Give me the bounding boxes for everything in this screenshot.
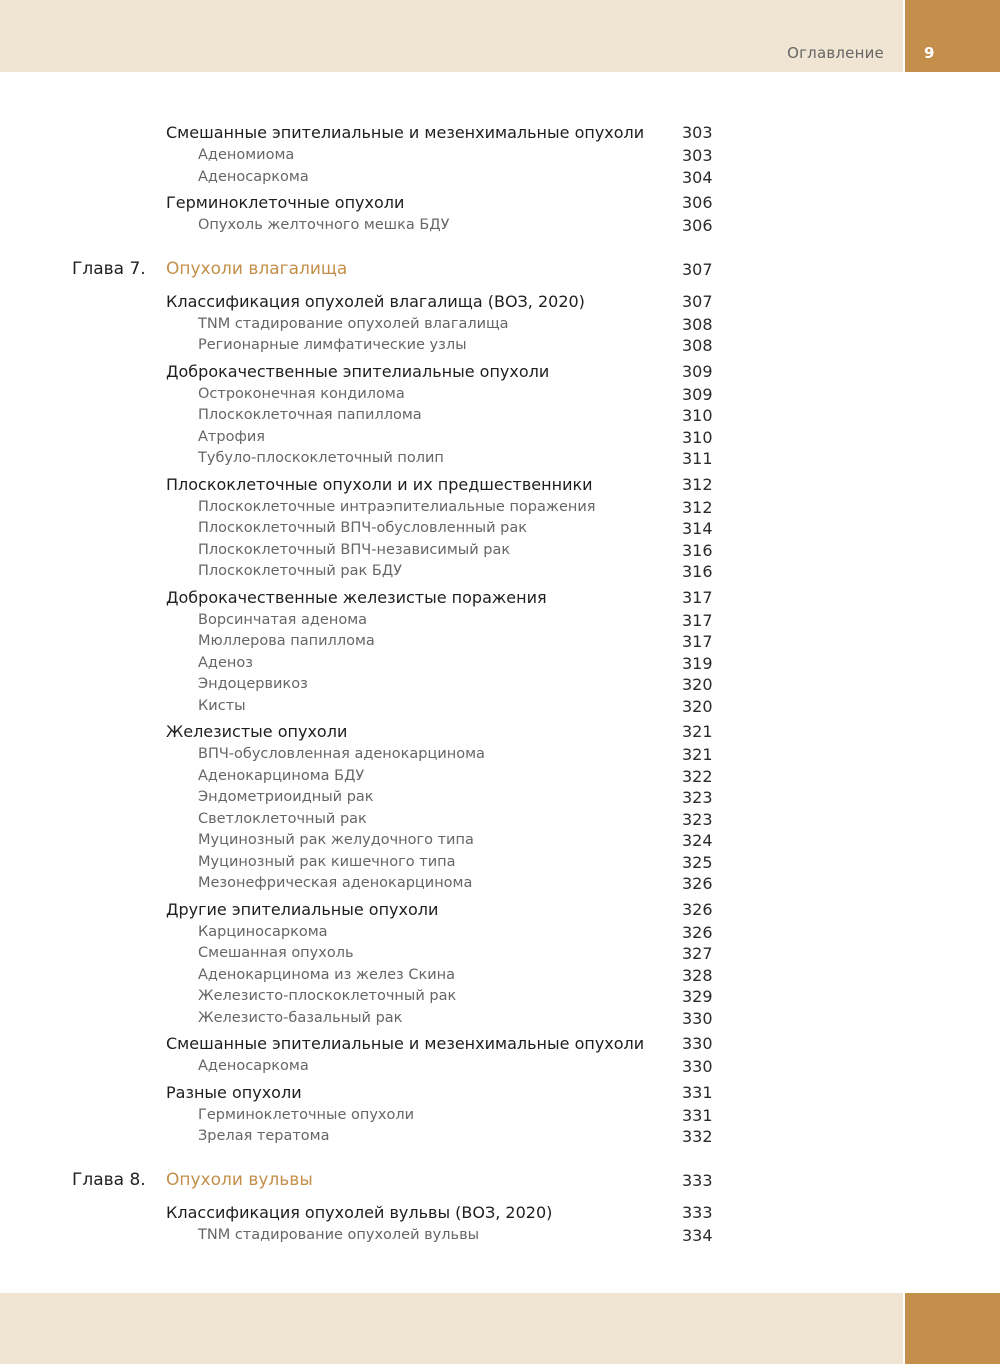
toc-section-entry[interactable] bbox=[0, 587, 1000, 610]
toc-entry-title: Остроконечная кондилома bbox=[198, 385, 405, 402]
toc-entry-title: Регионарные лимфатические узлы bbox=[198, 337, 467, 353]
toc-entry-title: Опухоли вульвы bbox=[166, 1169, 313, 1190]
toc-subsection-entry[interactable] bbox=[0, 965, 1000, 987]
toc-entry-title: Ворсинчатая аденома bbox=[198, 611, 368, 628]
toc-subsection-entry[interactable] bbox=[0, 215, 1000, 237]
toc-subsection-entry[interactable] bbox=[0, 674, 1000, 696]
toc-entry-page: 316 bbox=[682, 562, 713, 581]
toc-entry-page: 303 bbox=[682, 123, 713, 142]
toc-entry-title: Эндометриоидный рак bbox=[198, 789, 374, 805]
toc-entry-page: 321 bbox=[682, 745, 713, 764]
toc-entry-page: 317 bbox=[682, 610, 713, 630]
toc-chapter-entry[interactable] bbox=[0, 1168, 1000, 1202]
toc-subsection-entry[interactable] bbox=[0, 561, 1000, 583]
toc-entry-title: Доброкачественные эпителиальные опухоли bbox=[166, 361, 550, 381]
toc-subsection-entry[interactable] bbox=[0, 540, 1000, 562]
toc-subsection-entry[interactable] bbox=[0, 943, 1000, 965]
toc-entry-page: 327 bbox=[682, 944, 713, 963]
toc-entry-title: Муцинозный рак кишечного типа bbox=[198, 853, 456, 870]
toc-section-entry[interactable] bbox=[0, 899, 1000, 922]
toc-subsection-entry[interactable] bbox=[0, 314, 1000, 336]
toc-entry-title: Карциносаркома bbox=[198, 923, 328, 940]
toc-entry-title: Доброкачественные железистые поражения bbox=[166, 587, 547, 607]
toc-chapter-label: Глава 7. bbox=[72, 258, 146, 279]
toc-entry-title: Железисто-плоскоклеточный рак bbox=[198, 988, 457, 1004]
table-of-contents bbox=[0, 118, 1000, 1246]
toc-entry-title: Герминоклеточные опухоли bbox=[198, 1106, 415, 1123]
toc-entry-page: 317 bbox=[682, 632, 713, 651]
toc-entry-title: Герминоклеточные опухоли bbox=[166, 193, 405, 212]
toc-entry-page: 323 bbox=[682, 788, 713, 807]
toc-entry-page: 334 bbox=[682, 1225, 713, 1245]
toc-entry-page: 320 bbox=[682, 675, 713, 694]
toc-entry-title: TNM стадирование опухолей влагалища bbox=[198, 315, 509, 332]
toc-subsection-entry[interactable] bbox=[0, 653, 1000, 675]
toc-entry-title: Зрелая тератома bbox=[198, 1128, 330, 1144]
toc-entry-title: Железистые опухоли bbox=[166, 722, 348, 741]
toc-subsection-entry[interactable] bbox=[0, 145, 1000, 167]
toc-entry-page: 330 bbox=[682, 1008, 713, 1028]
toc-entry-title: Плоскоклеточный ВПЧ-независимый рак bbox=[198, 541, 511, 558]
toc-entry-page: 326 bbox=[682, 899, 713, 919]
toc-entry-page: 330 bbox=[682, 1034, 713, 1053]
toc-entry-title: Опухоли влагалища bbox=[166, 258, 348, 279]
toc-subsection-entry[interactable] bbox=[0, 1225, 1000, 1247]
toc-entry-page: 314 bbox=[682, 519, 713, 538]
toc-entry-page: 310 bbox=[682, 406, 713, 425]
toc-chapter-label: Глава 8. bbox=[72, 1169, 146, 1190]
toc-entry-page: 308 bbox=[682, 336, 713, 355]
toc-subsection-entry[interactable] bbox=[0, 610, 1000, 632]
toc-section-entry[interactable] bbox=[0, 192, 1000, 215]
toc-entry-title: Разные опухоли bbox=[166, 1082, 302, 1102]
running-header-title: Оглавление bbox=[787, 44, 884, 62]
toc-entry-page: 330 bbox=[682, 1057, 713, 1076]
toc-entry-title: Светлоклеточный рак bbox=[198, 810, 367, 827]
toc-subsection-entry[interactable] bbox=[0, 448, 1000, 470]
toc-subsection-entry[interactable] bbox=[0, 1056, 1000, 1078]
toc-entry-page: 317 bbox=[682, 587, 713, 607]
page-number-tab bbox=[905, 0, 1000, 72]
toc-entry-title: Мезонефрическая аденокарцинома bbox=[198, 875, 473, 891]
toc-entry-title: Аденоз bbox=[198, 654, 253, 671]
toc-subsection-entry[interactable] bbox=[0, 809, 1000, 831]
toc-entry-page: 319 bbox=[682, 653, 713, 673]
toc-subsection-entry[interactable] bbox=[0, 384, 1000, 406]
toc-section-entry[interactable] bbox=[0, 1082, 1000, 1105]
toc-entry-page: 316 bbox=[682, 540, 713, 560]
toc-entry-page: 331 bbox=[682, 1082, 713, 1102]
toc-subsection-entry[interactable] bbox=[0, 766, 1000, 788]
toc-section-entry[interactable] bbox=[0, 474, 1000, 497]
toc-subsection-entry[interactable] bbox=[0, 335, 1000, 357]
toc-entry-page: 328 bbox=[682, 965, 713, 985]
toc-subsection-entry[interactable] bbox=[0, 830, 1000, 852]
toc-entry-page: 323 bbox=[682, 809, 713, 829]
toc-entry-title: Муцинозный рак желудочного типа bbox=[198, 832, 474, 848]
toc-chapter-entry[interactable] bbox=[0, 257, 1000, 291]
toc-entry-page: 324 bbox=[682, 831, 713, 850]
toc-entry-title: Классификация опухолей влагалища (ВОЗ, 2020) bbox=[166, 291, 585, 311]
toc-subsection-entry[interactable] bbox=[0, 631, 1000, 653]
toc-entry-page: 322 bbox=[682, 766, 713, 786]
toc-section-entry[interactable] bbox=[0, 1033, 1000, 1056]
toc-entry-page: 309 bbox=[682, 384, 713, 404]
toc-subsection-entry[interactable] bbox=[0, 744, 1000, 766]
toc-subsection-entry[interactable] bbox=[0, 427, 1000, 449]
toc-entry-page: 320 bbox=[682, 696, 713, 716]
toc-entry-title: Кисты bbox=[198, 697, 246, 714]
toc-entry-page: 309 bbox=[682, 361, 713, 381]
toc-entry-page: 308 bbox=[682, 314, 713, 334]
toc-entry-page: 326 bbox=[682, 922, 713, 942]
toc-entry-page: 311 bbox=[682, 449, 713, 468]
toc-subsection-entry[interactable] bbox=[0, 787, 1000, 809]
toc-entry-title: Смешанные эпителиальные и мезенхимальные опухоли bbox=[166, 1034, 645, 1053]
toc-entry-page: 304 bbox=[682, 167, 713, 187]
toc-subsection-entry[interactable] bbox=[0, 518, 1000, 540]
toc-section-entry[interactable] bbox=[0, 361, 1000, 384]
toc-entry-page: 329 bbox=[682, 987, 713, 1006]
toc-section-entry[interactable] bbox=[0, 1202, 1000, 1225]
page-number: 9 bbox=[924, 44, 935, 62]
toc-subsection-entry[interactable] bbox=[0, 873, 1000, 895]
toc-entry-title: Аденомиома bbox=[198, 147, 295, 163]
toc-entry-page: 333 bbox=[682, 1170, 713, 1190]
toc-entry-title: Аденосаркома bbox=[198, 1058, 309, 1074]
toc-subsection-entry[interactable] bbox=[0, 497, 1000, 519]
toc-subsection-entry[interactable] bbox=[0, 1105, 1000, 1127]
toc-entry-page: 310 bbox=[682, 427, 713, 447]
toc-section-entry[interactable] bbox=[0, 721, 1000, 744]
toc-subsection-entry[interactable] bbox=[0, 922, 1000, 944]
toc-entry-title: Опухоль желточного мешка БДУ bbox=[198, 217, 450, 233]
toc-entry-page: 303 bbox=[682, 146, 713, 165]
toc-subsection-entry[interactable] bbox=[0, 1126, 1000, 1148]
toc-entry-title: Железисто-базальный рак bbox=[198, 1009, 403, 1026]
toc-entry-title: TNM стадирование опухолей вульвы bbox=[198, 1226, 480, 1243]
toc-entry-page: 306 bbox=[682, 193, 713, 212]
toc-entry-title: Аденокарцинома БДУ bbox=[198, 767, 365, 784]
toc-entry-title: Классификация опухолей вульвы (ВОЗ, 2020) bbox=[166, 1202, 553, 1222]
toc-subsection-entry[interactable] bbox=[0, 986, 1000, 1008]
toc-entry-title: Плоскоклеточные опухоли и их предшественники bbox=[166, 474, 593, 494]
toc-entry-title: Плоскоклеточные интраэпителиальные поражения bbox=[198, 498, 596, 515]
footer-tab bbox=[905, 1293, 1000, 1364]
toc-subsection-entry[interactable] bbox=[0, 852, 1000, 874]
toc-entry-page: 325 bbox=[682, 852, 713, 872]
toc-entry-page: 307 bbox=[682, 291, 713, 311]
toc-entry-page: 333 bbox=[682, 1202, 713, 1222]
toc-entry-page: 321 bbox=[682, 722, 713, 741]
toc-entry-title: Плоскоклеточная папиллома bbox=[198, 407, 422, 423]
toc-entry-title: Аденокарцинома из желез Скина bbox=[198, 966, 456, 983]
toc-entry-page: 312 bbox=[682, 474, 713, 494]
toc-entry-title: Мюллерова папиллома bbox=[198, 633, 375, 649]
toc-subsection-entry[interactable] bbox=[0, 405, 1000, 427]
toc-entry-title: ВПЧ-обусловленная аденокарцинома bbox=[198, 746, 485, 762]
toc-entry-page: 312 bbox=[682, 497, 713, 517]
toc-section-entry[interactable] bbox=[0, 122, 1000, 145]
toc-entry-title: Другие эпителиальные опухоли bbox=[166, 899, 439, 919]
toc-entry-title: Аденосаркома bbox=[198, 168, 309, 185]
toc-entry-title: Плоскоклеточный рак БДУ bbox=[198, 563, 403, 579]
toc-entry-title: Атрофия bbox=[198, 428, 265, 445]
toc-entry-page: 326 bbox=[682, 874, 713, 893]
toc-entry-title: Эндоцервикоз bbox=[198, 676, 308, 692]
toc-subsection-entry[interactable] bbox=[0, 1008, 1000, 1030]
toc-subsection-entry[interactable] bbox=[0, 696, 1000, 718]
header-band bbox=[0, 0, 903, 72]
toc-entry-title: Тубуло-плоскоклеточный полип bbox=[198, 450, 444, 466]
toc-entry-title: Плоскоклеточный ВПЧ-обусловленный рак bbox=[198, 520, 527, 536]
footer-band bbox=[0, 1293, 903, 1364]
toc-entry-page: 307 bbox=[682, 259, 713, 279]
toc-subsection-entry[interactable] bbox=[0, 167, 1000, 189]
toc-entry-title: Смешанная опухоль bbox=[198, 945, 354, 961]
toc-entry-title: Смешанные эпителиальные и мезенхимальные опухоли bbox=[166, 123, 645, 142]
toc-section-entry[interactable] bbox=[0, 291, 1000, 314]
toc-entry-page: 331 bbox=[682, 1105, 713, 1125]
toc-entry-page: 306 bbox=[682, 216, 713, 235]
toc-entry-page: 332 bbox=[682, 1127, 713, 1146]
